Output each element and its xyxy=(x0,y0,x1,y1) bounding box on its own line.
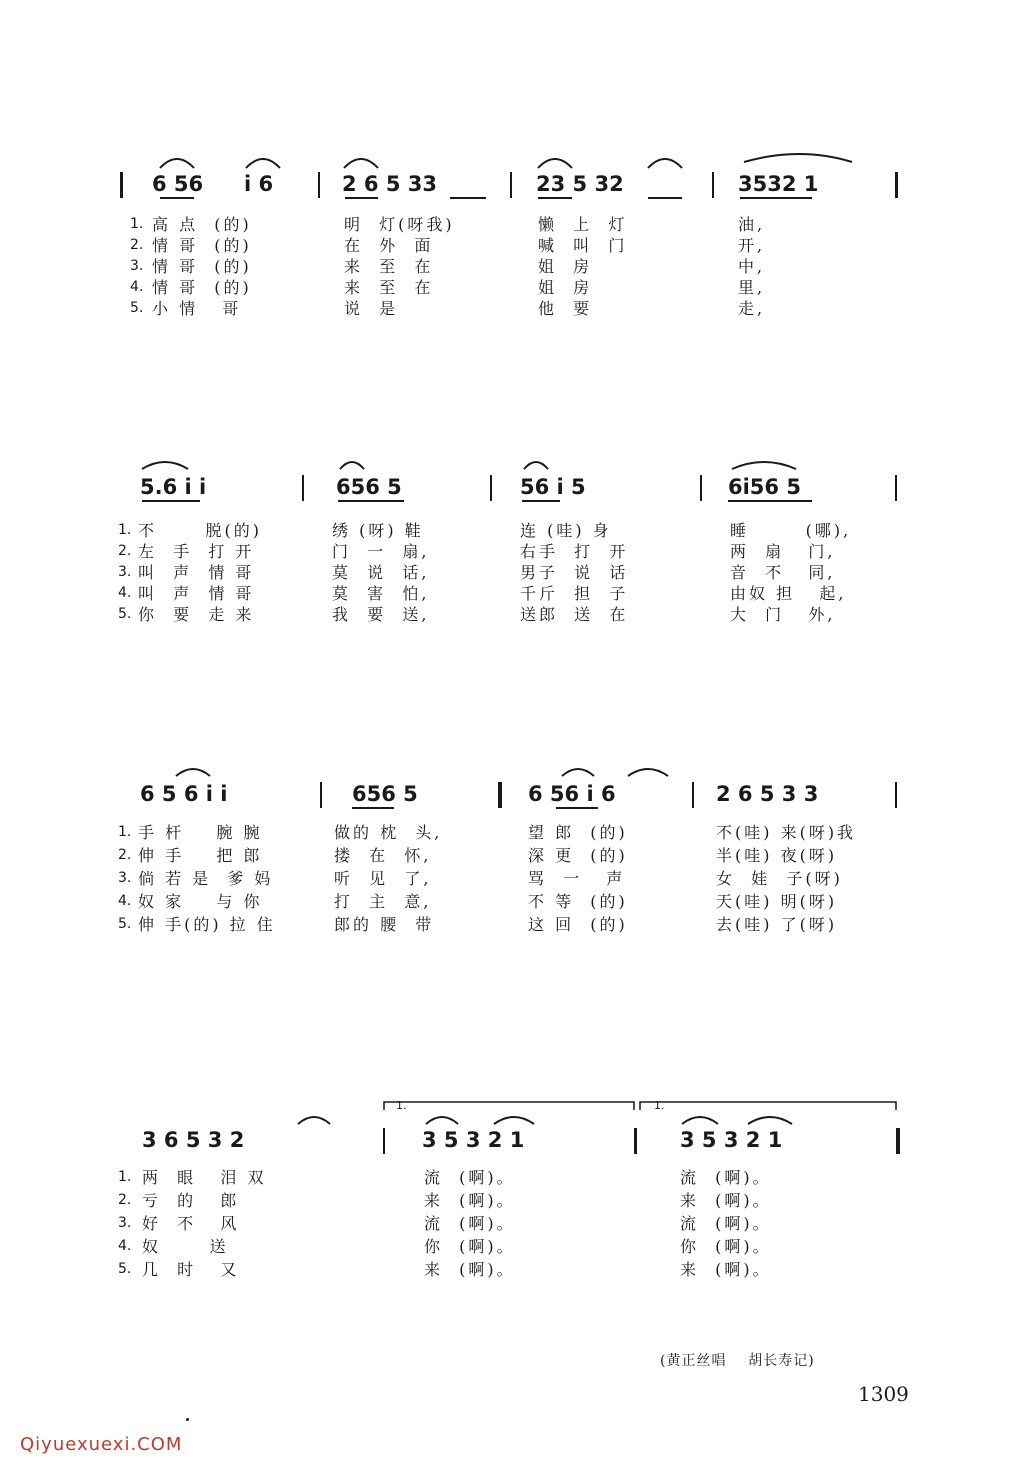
lyric-segment: 这 回 (的) xyxy=(528,915,628,934)
lyric-segment: 开, xyxy=(738,236,766,255)
lyric-line xyxy=(0,604,1022,625)
lyric-segment: 搂 在 怀, xyxy=(334,846,432,865)
lyric-segment: 郎的 腰 带 xyxy=(334,915,435,934)
lyric-segment: 左 手 打 开 xyxy=(138,542,255,561)
lyric-segment: 伸 手 把 郎 xyxy=(138,846,263,865)
lyric-segment: 情 哥 (的) xyxy=(152,257,252,276)
measure-13-notes: 3 6 5 3 2 xyxy=(142,1128,245,1152)
dot-mark xyxy=(186,1418,189,1421)
lyric-line xyxy=(0,541,1022,562)
repeat-end-bar xyxy=(634,1128,637,1154)
lyric-segment: 来 至 在 xyxy=(344,257,434,276)
verse-number: 1. xyxy=(118,824,132,840)
measure-1b-notes: i 6 xyxy=(244,172,274,196)
lyric-segment: 伸 手(的) 拉 住 xyxy=(138,915,276,934)
lyric-segment: 来 (啊)。 xyxy=(424,1191,516,1210)
lyric-line xyxy=(0,214,1022,235)
lyric-segment: 千斤 担 子 xyxy=(520,584,629,603)
lyric-segment: 几 时 又 xyxy=(142,1260,240,1279)
lyric-segment: 喊 叫 门 xyxy=(538,236,628,255)
lyric-segment: 情 哥 (的) xyxy=(152,278,252,297)
lyric-segment: 睡 (哪), xyxy=(730,521,852,540)
measure-5-notes: 5.6 i i xyxy=(140,475,207,499)
lyric-segment: 由奴 担 起, xyxy=(730,584,847,603)
lyric-segment: 你 要 走 来 xyxy=(138,605,255,624)
repeat-end-bar xyxy=(895,172,898,198)
verse-number: 3. xyxy=(130,258,144,274)
measure-4-notes: 3532 1 xyxy=(738,172,819,196)
lyric-segment: 深 更 (的) xyxy=(528,846,628,865)
lyric-line xyxy=(0,583,1022,604)
lyric-segment: 你 (啊)。 xyxy=(680,1237,772,1256)
verse-number: 3. xyxy=(118,564,132,580)
bar-line xyxy=(490,475,492,501)
lyric-segment: 望 郎 (的) xyxy=(528,823,628,842)
verse-number: 5. xyxy=(130,300,144,316)
lyric-segment: 在 外 面 xyxy=(344,236,434,255)
bar-line xyxy=(712,172,714,198)
lyric-segment: 流 (啊)。 xyxy=(424,1214,516,1233)
lyric-line xyxy=(0,868,1022,889)
verse-number: 3. xyxy=(118,1215,132,1231)
staff-line-2 xyxy=(0,455,1022,515)
lyric-line xyxy=(0,1236,1022,1257)
lyric-segment: 流 (啊)。 xyxy=(424,1168,516,1187)
verse-number: 2. xyxy=(130,237,144,253)
lyric-segment: 走, xyxy=(738,299,766,318)
lyric-segment: 我 要 送, xyxy=(332,605,430,624)
lyric-line xyxy=(0,914,1022,935)
lyric-segment: 绣 (呀) 鞋 xyxy=(332,521,424,540)
lyric-segment: 奴 送 xyxy=(142,1237,229,1256)
lyric-line xyxy=(0,298,1022,319)
lyric-segment: 叫 声 情 哥 xyxy=(138,563,255,582)
lyric-segment: 来 至 在 xyxy=(344,278,434,297)
lyric-segment: 连 (哇) 身 xyxy=(520,521,612,540)
lyric-segment: 说 是 xyxy=(344,299,399,318)
measure-11-notes: 6 56 i 6 xyxy=(528,782,616,806)
verse-number: 4. xyxy=(118,585,132,601)
verse-number: 4. xyxy=(130,279,144,295)
lyric-segment: 大 门 外, xyxy=(730,605,836,624)
measure-3-notes: 23 5 32 xyxy=(536,172,624,196)
lyric-segment: 两 眼 泪 双 xyxy=(142,1168,267,1187)
bar-line xyxy=(692,782,694,808)
lyric-line xyxy=(0,277,1022,298)
lyric-line xyxy=(0,1259,1022,1280)
bar-line xyxy=(318,172,320,198)
staff-line-4 xyxy=(0,1096,1022,1156)
lyric-segment: 打 主 意, xyxy=(334,892,432,911)
volta-2-label: 1. xyxy=(654,1099,665,1112)
lyric-segment: 来 (啊)。 xyxy=(424,1260,516,1279)
verse-number: 5. xyxy=(118,916,132,932)
measure-14-notes: 3 5 3 2 1 xyxy=(422,1128,525,1152)
lyric-segment: 流 (啊)。 xyxy=(680,1214,772,1233)
lyric-segment: 明 灯(呀我) xyxy=(344,215,455,234)
measure-10-notes: 656 5 xyxy=(352,782,418,806)
measure-8-notes: 6i56 5 xyxy=(728,475,801,499)
lyric-segment: 亏 的 郎 xyxy=(142,1191,240,1210)
lyric-segment: 他 要 xyxy=(538,299,593,318)
lyric-segment: 听 见 了, xyxy=(334,869,432,888)
lyric-line xyxy=(0,822,1022,843)
lyric-segment: 叫 声 情 哥 xyxy=(138,584,255,603)
lyric-line xyxy=(0,562,1022,583)
lyric-segment: 里, xyxy=(738,278,766,297)
final-bar xyxy=(896,1128,900,1154)
lyric-line xyxy=(0,845,1022,866)
lyric-line xyxy=(0,520,1022,541)
lyric-segment: 门 一 扇, xyxy=(332,542,430,561)
site-watermark: Qiyuexuexi.COM xyxy=(20,1434,183,1455)
measure-1-notes: 6 56 xyxy=(152,172,204,196)
bar-line xyxy=(383,1128,385,1154)
verse-number: 2. xyxy=(118,1192,132,1208)
lyric-segment: 你 (啊)。 xyxy=(424,1237,516,1256)
bar-line xyxy=(895,475,897,501)
verse-number: 1. xyxy=(118,522,132,538)
staff-line-1 xyxy=(0,150,1022,210)
lyric-segment: 送郎 送 在 xyxy=(520,605,629,624)
measure-9-notes: 6 5 6 i i xyxy=(140,782,228,806)
verse-number: 1. xyxy=(130,216,144,232)
verse-number: 5. xyxy=(118,1261,132,1277)
measure-15-notes: 3 5 3 2 1 xyxy=(680,1128,783,1152)
lyric-segment: 小 情 哥 xyxy=(152,299,242,318)
lyric-segment: 好 不 风 xyxy=(142,1214,240,1233)
lyric-segment: 倘 若 是 爹 妈 xyxy=(138,869,274,888)
lyric-segment: 姐 房 xyxy=(538,278,593,297)
lyric-segment: 半(哇) 夜(呀) xyxy=(716,846,838,865)
lyric-line xyxy=(0,891,1022,912)
lyric-segment: 来 (啊)。 xyxy=(680,1191,772,1210)
bar-line xyxy=(895,782,897,808)
lyric-segment: 不 等 (的) xyxy=(528,892,628,911)
lyric-segment: 莫 说 话, xyxy=(332,563,430,582)
lyric-segment: 流 (啊)。 xyxy=(680,1168,772,1187)
repeat-start-bar xyxy=(498,782,502,808)
measure-6-notes: 656 5 xyxy=(336,475,402,499)
lyric-segment: 高 点 (的) xyxy=(152,215,252,234)
lyric-segment: 去(哇) 了(呀) xyxy=(716,915,838,934)
lyric-segment: 中, xyxy=(738,257,766,276)
measure-12-notes: 2 6 5 3 3 xyxy=(716,782,819,806)
lyric-segment: 油, xyxy=(738,215,766,234)
verse-number: 4. xyxy=(118,1238,132,1254)
lyric-segment: 姐 房 xyxy=(538,257,593,276)
lyric-segment: 右手 打 开 xyxy=(520,542,629,561)
bar-line xyxy=(700,475,702,501)
lyric-segment: 懒 上 灯 xyxy=(538,215,628,234)
lyric-segment: 不 脱(的) xyxy=(138,521,263,540)
lyric-segment: 奴 家 与 你 xyxy=(138,892,263,911)
staff-line-3 xyxy=(0,762,1022,822)
verse-number: 1. xyxy=(118,1169,132,1185)
lyric-line xyxy=(0,256,1022,277)
lyric-segment: 不(哇) 来(呀)我 xyxy=(716,823,857,842)
performer-credit: (黄正丝唱 胡长寿记) xyxy=(660,1353,815,1369)
lyric-line xyxy=(0,1213,1022,1234)
measure-2-notes: 2 6 5 33 xyxy=(342,172,437,196)
lyric-segment: 做的 枕 头, xyxy=(334,823,443,842)
lyric-line xyxy=(0,1167,1022,1188)
lyric-segment: 音 不 同, xyxy=(730,563,836,582)
verse-number: 4. xyxy=(118,893,132,909)
lyric-segment: 情 哥 (的) xyxy=(152,236,252,255)
lyric-segment: 手 杆 腕 腕 xyxy=(138,823,263,842)
verse-number: 2. xyxy=(118,543,132,559)
lyric-segment: 两 扇 门, xyxy=(730,542,836,561)
lyric-segment: 来 (啊)。 xyxy=(680,1260,772,1279)
lyric-segment: 天(哇) 明(呀) xyxy=(716,892,838,911)
measure-7-notes: 56 i 5 xyxy=(520,475,586,499)
volta-1-label: 1. xyxy=(396,1099,407,1112)
lyric-segment: 女 娃 子(呀) xyxy=(716,869,843,888)
lyric-line xyxy=(0,235,1022,256)
lyric-segment: 莫 害 怕, xyxy=(332,584,430,603)
verse-number: 3. xyxy=(118,870,132,886)
verse-number: 5. xyxy=(118,606,132,622)
repeat-start-bar xyxy=(120,172,123,198)
lyric-segment: 骂 一 声 xyxy=(528,869,626,888)
bar-line xyxy=(510,172,512,198)
bar-line xyxy=(320,782,322,808)
verse-number: 2. xyxy=(118,847,132,863)
lyric-segment: 男子 说 话 xyxy=(520,563,629,582)
bar-line xyxy=(302,475,304,501)
lyric-line xyxy=(0,1190,1022,1211)
page-number: 1309 xyxy=(858,1382,909,1406)
